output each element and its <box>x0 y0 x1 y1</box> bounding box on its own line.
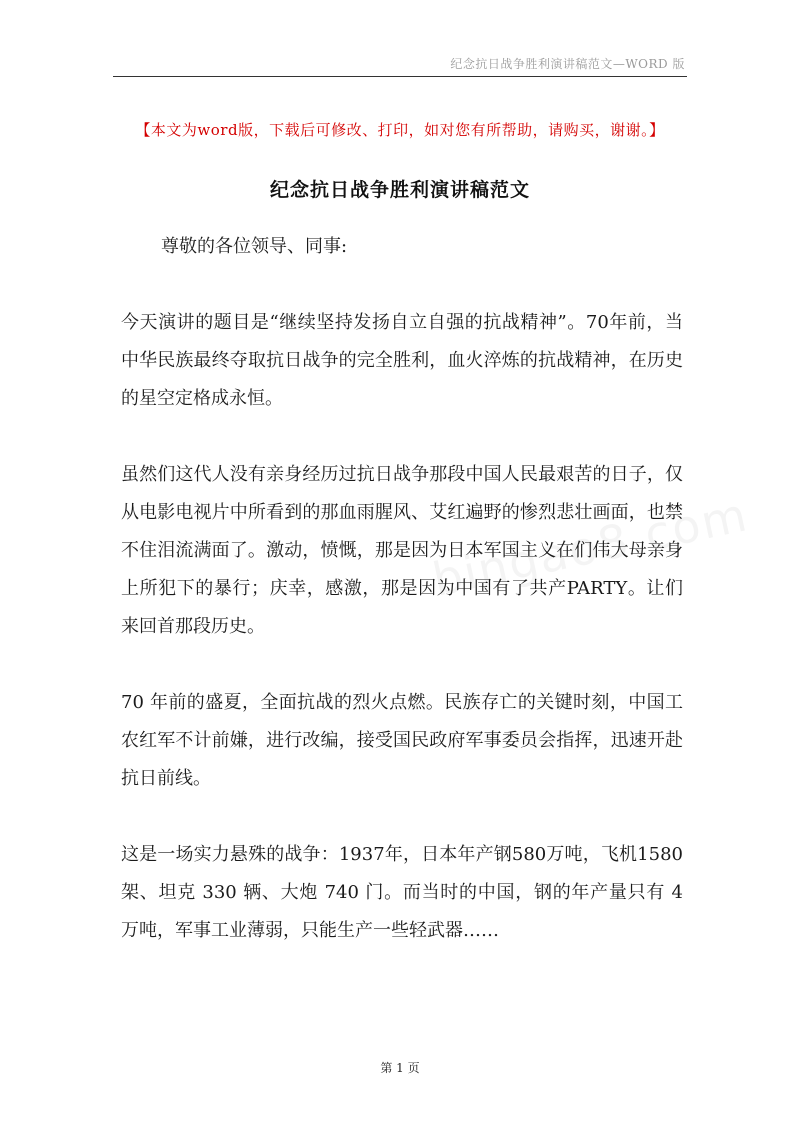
running-header: 纪念抗日战争胜利演讲稿范文—WORD 版 <box>450 57 685 71</box>
document-title: 纪念抗日战争胜利演讲稿范文 <box>269 179 530 201</box>
paragraph-2: 虽然们这代人没有亲身经历过抗日战争那段中国人民最艰苦的日子，仅从电影电视片中所看到的那血雨腥风、艾红遍野的惨烈悲壮画面，也禁不住泪流满面了。激动，愤慨，那是因为日本军国主义在们伟大母亲身上所犯下的暴行；庆幸，感激，那是因为中国有了共产PARTY。让们来回首那段历史。 <box>121 464 683 637</box>
document-body <box>121 228 683 988</box>
purchase-notice: 【本文为word版，下载后可修改、打印，如对您有所帮助，请购买，谢谢。】 <box>135 121 665 139</box>
salutation: 尊敬的各位领导、同事: <box>161 236 348 257</box>
paragraph-4: 这是一场实力悬殊的战争：1937年，日本年产钢580万吨，飞机1580架、坦克 330 辆、大炮 740 门。而当时的中国，钢的年产量只有 4 万吨，军事工业薄弱，只能生产一些轻武器…… <box>121 844 683 941</box>
page-number: 第 1 页 <box>380 1061 420 1075</box>
header-divider <box>113 76 687 77</box>
paragraph-3: 70 年前的盛夏，全面抗战的烈火点燃。民族存亡的关键时刻，中国工农红军不计前嫌，进行改编，接受国民政府军事委员会指挥，迅速开赴抗日前线。 <box>121 692 683 789</box>
paragraph-1: 今天演讲的题目是“继续坚持发扬自立自强的抗战精神”。70年前，当中华民族最终夺取抗日战争的完全胜利，血火淬炼的抗战精神，在历史的星空定格成永恒。 <box>121 312 683 409</box>
